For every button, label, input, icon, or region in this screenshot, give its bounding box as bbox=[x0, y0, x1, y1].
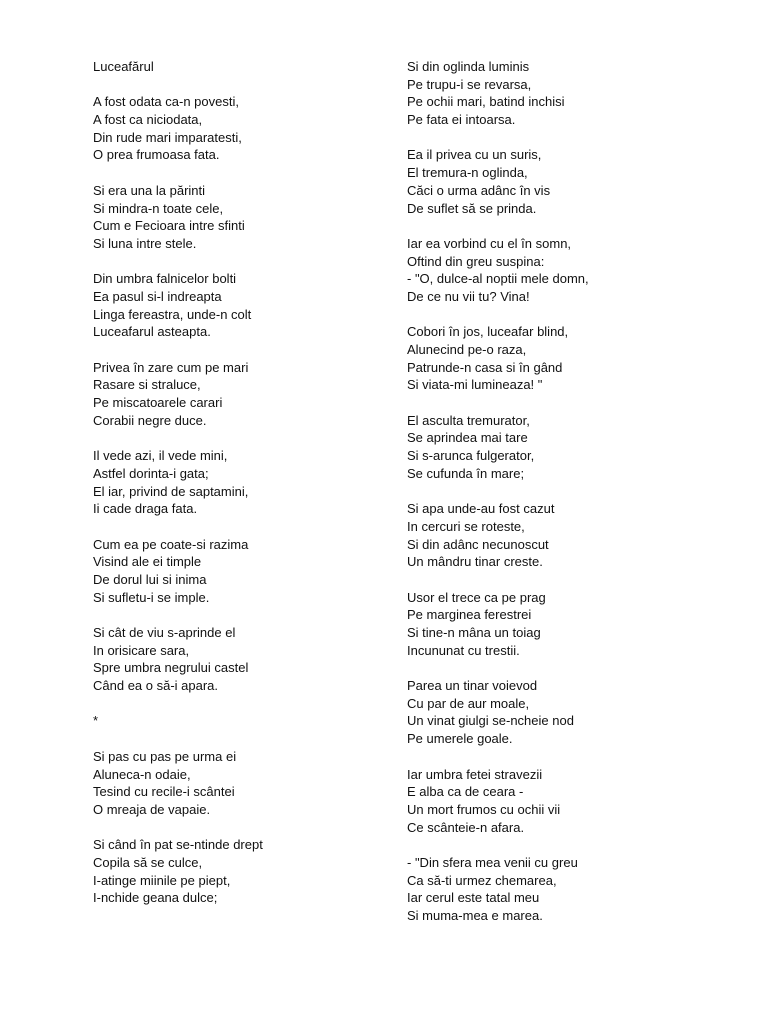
stanza-gap bbox=[407, 306, 737, 324]
verse-line: Iar umbra fetei stravezii bbox=[407, 766, 543, 782]
right-stanzas bbox=[407, 58, 737, 925]
stanza-gap bbox=[407, 659, 737, 677]
stanza-gap bbox=[93, 695, 423, 713]
stanza bbox=[407, 500, 737, 571]
verse-line: Pe umerele goale. bbox=[407, 731, 513, 747]
poem-column-right bbox=[407, 58, 737, 925]
stanza-gap bbox=[93, 341, 423, 359]
verse-line: El tremura-n oglinda, bbox=[407, 165, 528, 181]
verse-line: De suflet să se prinda. bbox=[407, 200, 537, 216]
verse-line: Parea un tinar voievod bbox=[407, 678, 538, 694]
verse-line: Si s-arunca fulgerator, bbox=[407, 448, 535, 464]
stanza bbox=[407, 677, 737, 748]
stanza bbox=[93, 536, 423, 607]
poem-column-left bbox=[93, 58, 423, 907]
verse-line: I-nchide geana dulce; bbox=[93, 890, 218, 906]
verse-line: De dorul lui si inima bbox=[93, 571, 207, 587]
stanza bbox=[93, 712, 423, 730]
stanza bbox=[93, 359, 423, 430]
verse-line: In orisicare sara, bbox=[93, 642, 190, 658]
verse-line: Corabii negre duce. bbox=[93, 412, 207, 428]
verse-line: Si viata-mi lumineaza! " bbox=[407, 377, 543, 393]
verse-line: Copila să se culce, bbox=[93, 854, 203, 870]
verse-line: Iar ea vorbind cu el în somn, bbox=[407, 235, 572, 251]
verse-line: Din rude mari imparatesti, bbox=[93, 129, 242, 145]
stanza-gap bbox=[93, 606, 423, 624]
verse-line: Cu par de aur moale, bbox=[407, 695, 530, 711]
verse-line: Patrunde-n casa si în gând bbox=[407, 359, 563, 375]
stanza-gap bbox=[407, 571, 737, 589]
stanza bbox=[93, 748, 423, 819]
verse-line: Si cât de viu s-aprinde el bbox=[93, 625, 236, 640]
stanza-gap bbox=[407, 483, 737, 501]
verse-line: Si tine-n mâna un toiag bbox=[407, 625, 541, 640]
verse-line: Si sufletu-i se imple. bbox=[93, 589, 210, 605]
stanza-gap bbox=[93, 76, 423, 94]
verse-line: Alunecind pe-o raza, bbox=[407, 342, 527, 357]
verse-line: Oftind din greu suspina: bbox=[407, 253, 545, 269]
verse-line: Aluneca-n odaie, bbox=[93, 766, 191, 782]
verse-line: Se cufunda în mare; bbox=[407, 465, 525, 481]
stanza-gap bbox=[93, 164, 423, 182]
verse-line: Un mândru tinar creste. bbox=[407, 554, 543, 570]
verse-line: In cercuri se roteste, bbox=[407, 518, 525, 534]
stanza-gap bbox=[407, 748, 737, 766]
verse-line: Si apa unde-au fost cazut bbox=[407, 501, 555, 517]
verse-line: Pe fata ei intoarsa. bbox=[407, 112, 516, 128]
verse-line: El asculta tremurator, bbox=[407, 412, 530, 428]
stanza-gap bbox=[407, 217, 737, 235]
verse-line: Ce scânteie-n afara. bbox=[407, 819, 525, 835]
stanza-gap bbox=[93, 730, 423, 748]
verse-line: Usor el trece ca pe prag bbox=[407, 589, 546, 605]
stanza bbox=[407, 766, 737, 837]
verse-line: El iar, privind de saptamini, bbox=[93, 483, 249, 499]
verse-line: Si din adânc necunoscut bbox=[407, 536, 549, 552]
verse-line: Pe ochii mari, batind inchisi bbox=[407, 94, 565, 110]
verse-line: Pe miscatoarele carari bbox=[93, 395, 223, 411]
verse-line: Privea în zare cum pe mari bbox=[93, 359, 249, 375]
stanza bbox=[93, 270, 423, 341]
stanza bbox=[93, 836, 423, 907]
verse-line: Pe marginea ferestrei bbox=[407, 607, 532, 623]
verse-line: Un vinat giulgi se-ncheie nod bbox=[407, 713, 574, 729]
verse-line: Iar cerul este tatal meu bbox=[407, 890, 540, 906]
verse-line: Si era una la părinti bbox=[93, 182, 206, 198]
verse-line: Ea il privea cu un suris, bbox=[407, 147, 542, 163]
verse-line: Când ea o să-i apara. bbox=[93, 678, 219, 694]
verse-line: De ce nu vii tu? Vina! bbox=[407, 288, 530, 304]
stanza bbox=[407, 412, 737, 483]
verse-line: Pe trupu-i se revarsa, bbox=[407, 76, 532, 92]
verse-line: Si luna intre stele. bbox=[93, 235, 197, 251]
verse-line: Ea pasul si-l indreapta bbox=[93, 288, 222, 304]
verse-line: E alba ca de ceara - bbox=[407, 784, 524, 800]
verse-line: Se aprindea mai tare bbox=[407, 430, 528, 446]
verse-line: Luceafarul asteapta. bbox=[93, 324, 211, 340]
stanza bbox=[93, 182, 423, 253]
stanza-gap bbox=[407, 836, 737, 854]
stanza bbox=[407, 589, 737, 660]
left-stanzas bbox=[93, 93, 423, 907]
stanza bbox=[93, 447, 423, 518]
verse-line: Incununat cu trestii. bbox=[407, 642, 520, 658]
poem-title: Luceafărul bbox=[93, 59, 154, 74]
verse-line: Rasare si straluce, bbox=[93, 377, 201, 393]
verse-line: I-atinge miinile pe piept, bbox=[93, 872, 231, 888]
verse-line: O prea frumoasa fata. bbox=[93, 147, 220, 163]
verse-line: Si mindra-n toate cele, bbox=[93, 200, 224, 216]
stanza bbox=[407, 58, 737, 129]
verse-line: Cum ea pe coate-si razima bbox=[93, 536, 249, 552]
verse-line: Din umbra falnicelor bolti bbox=[93, 271, 237, 287]
verse-line: - "Din sfera mea venii cu greu bbox=[407, 854, 578, 870]
verse-line: Astfel dorinta-i gata; bbox=[93, 465, 209, 481]
verse-line: Cobori în jos, luceafar blind, bbox=[407, 324, 569, 340]
stanza-gap bbox=[93, 253, 423, 271]
verse-line: Si pas cu pas pe urma ei bbox=[93, 748, 237, 764]
verse-line: Tesind cu recile-i scântei bbox=[93, 784, 235, 800]
verse-line: Il vede azi, il vede mini, bbox=[93, 448, 228, 464]
verse-line: O mreaja de vapaie. bbox=[93, 801, 211, 817]
stanza bbox=[407, 323, 737, 394]
verse-line: Ii cade draga fata. bbox=[93, 501, 198, 517]
verse-line: * bbox=[93, 713, 99, 729]
stanza bbox=[93, 93, 423, 164]
stanza-gap bbox=[407, 394, 737, 412]
stanza-gap bbox=[93, 429, 423, 447]
stanza bbox=[407, 146, 737, 217]
stanza bbox=[407, 235, 737, 306]
verse-line: Si din oglinda luminis bbox=[407, 59, 530, 74]
verse-line: Linga fereastra, unde-n colt bbox=[93, 306, 252, 322]
verse-line: A fost ca niciodata, bbox=[93, 112, 203, 128]
stanza-gap bbox=[93, 819, 423, 837]
stanza-gap bbox=[93, 518, 423, 536]
verse-line: Si muma-mea e marea. bbox=[407, 908, 543, 923]
verse-line: - "O, dulce-al noptii mele domn, bbox=[407, 271, 589, 287]
verse-line: Spre umbra negrului castel bbox=[93, 660, 249, 676]
stanza bbox=[93, 624, 423, 695]
verse-line: A fost odata ca-n povesti, bbox=[93, 94, 239, 110]
verse-line: Ca să-ti urmez chemarea, bbox=[407, 872, 557, 888]
stanza-gap bbox=[407, 129, 737, 147]
verse-line: Un mort frumos cu ochii vii bbox=[407, 801, 561, 817]
verse-line: Si când în pat se-ntinde drept bbox=[93, 837, 263, 853]
verse-line: Căci o urma adânc în vis bbox=[407, 182, 551, 198]
verse-line: Visind ale ei timple bbox=[93, 554, 202, 570]
stanza bbox=[407, 854, 737, 925]
verse-line: Cum e Fecioara intre sfinti bbox=[93, 218, 245, 234]
